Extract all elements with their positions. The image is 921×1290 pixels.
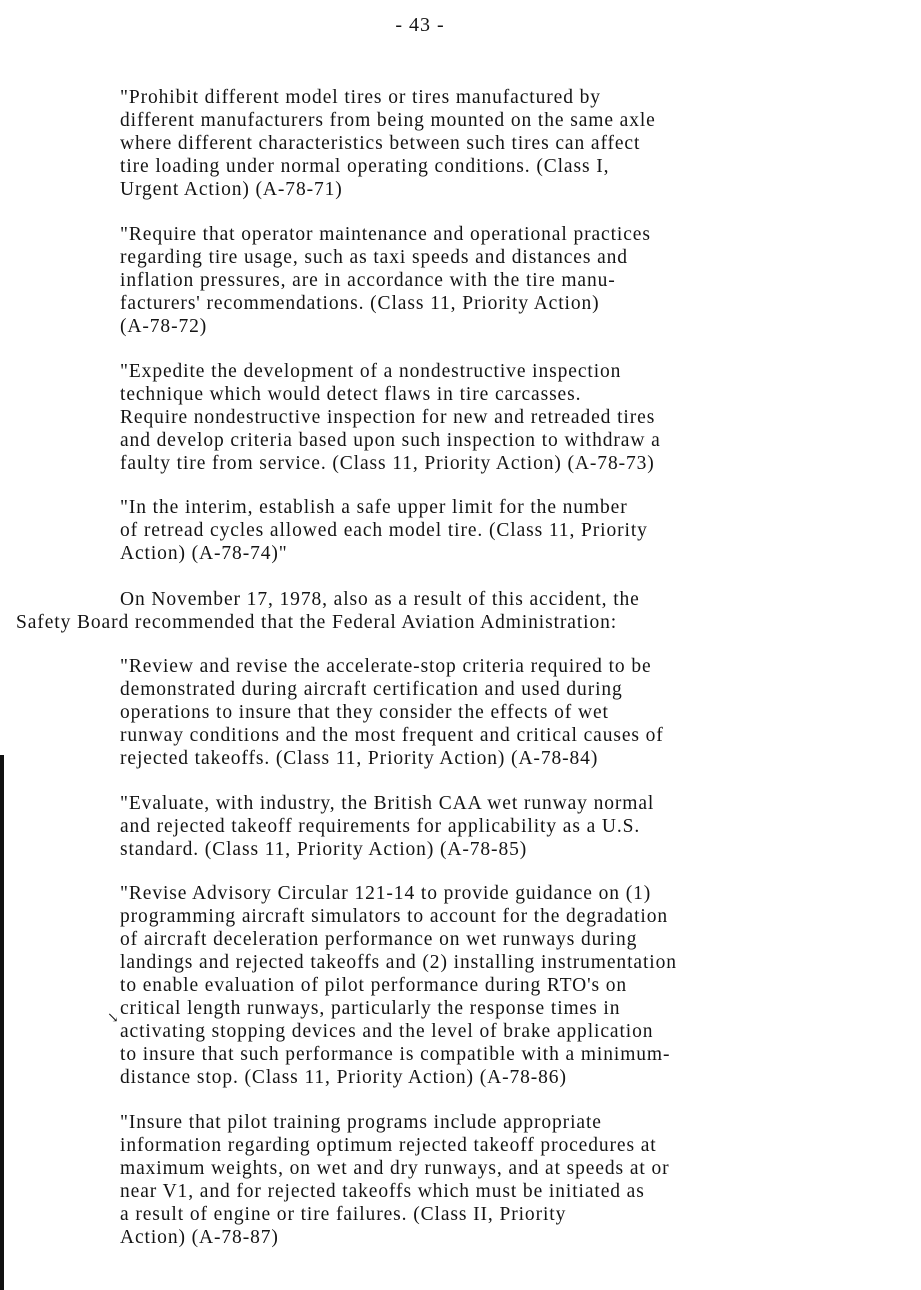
text-line: On November 17, 1978, also as a result of this accident, the <box>120 589 640 610</box>
text-line: standard. (Class 11, Priority Action) (A-78-85) <box>120 839 528 860</box>
recommendation-a-78-71 <box>120 86 860 201</box>
text-line: "In the interim, establish a safe upper limit for the number <box>120 497 628 518</box>
text-line: Action) (A-78-87) <box>120 1227 279 1248</box>
text-line: landings and rejected takeoffs and (2) installing instrumentation <box>120 952 677 973</box>
text-line: faulty tire from service. (Class 11, Priority Action) (A-78-73) <box>120 453 655 474</box>
intro-paragraph <box>16 588 836 634</box>
recommendation-a-78-74 <box>120 496 860 565</box>
text-line: "Expedite the development of a nondestructive inspection <box>120 361 622 382</box>
recommendation-a-78-86 <box>120 882 860 1089</box>
text-line: "Evaluate, with industry, the British CAA wet runway normal <box>120 793 655 814</box>
text-line: and develop criteria based upon such inspection to withdraw a <box>120 430 661 451</box>
text-line: Require nondestructive inspection for new and retreaded tires <box>120 407 656 428</box>
recommendation-a-78-73 <box>120 360 860 475</box>
text-line: rejected takeoffs. (Class 11, Priority Action) (A-78-84) <box>120 748 599 769</box>
text-line: demonstrated during aircraft certification and used during <box>120 679 623 700</box>
text-line: "Require that operator maintenance and operational practices <box>120 224 651 245</box>
text-line: near V1, and for rejected takeoffs which must be initiated as <box>120 1181 645 1202</box>
text-line: maximum weights, on wet and dry runways, and at speeds at or <box>120 1158 670 1179</box>
text-line: Urgent Action) (A-78-71) <box>120 179 343 200</box>
text-line: "Review and revise the accelerate-stop criteria required to be <box>120 656 652 677</box>
text-line: to enable evaluation of pilot performance during RTO's on <box>120 975 628 996</box>
text-line: of retread cycles allowed each model tire. (Class 11, Priority <box>120 520 648 541</box>
text-line: facturers' recommendations. (Class 11, Priority Action) <box>120 293 600 314</box>
recommendation-a-78-85 <box>120 792 860 861</box>
text-line: information regarding optimum rejected takeoff procedures at <box>120 1135 657 1156</box>
text-line: critical length runways, particularly the response times in <box>120 998 621 1019</box>
recommendation-a-78-84 <box>120 655 860 770</box>
recommendation-a-78-87 <box>120 1111 860 1249</box>
text-line: technique which would detect flaws in tire carcasses. <box>120 384 582 405</box>
text-line: "Insure that pilot training programs include appropriate <box>120 1112 602 1133</box>
text-line: programming aircraft simulators to account for the degradation <box>120 906 669 927</box>
text-line: runway conditions and the most frequent and critical causes of <box>120 725 664 746</box>
text-line: inflation pressures, are in accordance with the tire manu- <box>120 270 616 291</box>
text-line: distance stop. (Class 11, Priority Action) (A-78-86) <box>120 1067 567 1088</box>
scan-speck: ↘ <box>107 1011 119 1026</box>
text-line: "Prohibit different model tires or tires manufactured by <box>120 87 601 108</box>
text-line: of aircraft deceleration performance on wet runways during <box>120 929 638 950</box>
text-line: operations to insure that they consider the effects of wet <box>120 702 609 723</box>
text-line: activating stopping devices and the level of brake application <box>120 1021 654 1042</box>
text-line: and rejected takeoff requirements for applicability as a U.S. <box>120 816 641 837</box>
text-line: (A-78-72) <box>120 316 208 337</box>
text-line: "Revise Advisory Circular 121-14 to provide guidance on (1) <box>120 883 652 904</box>
page-number: - 43 - <box>395 14 445 36</box>
recommendation-a-78-72 <box>120 223 860 338</box>
text-line: where different characteristics between such tires can affect <box>120 133 641 154</box>
scan-margin-bar <box>0 755 4 1290</box>
text-line: tire loading under normal operating conditions. (Class I, <box>120 156 610 177</box>
text-line: different manufacturers from being mounted on the same axle <box>120 110 656 131</box>
text-line: a result of engine or tire failures. (Class II, Priority <box>120 1204 567 1225</box>
text-line: Safety Board recommended that the Federal Aviation Administration: <box>16 612 618 633</box>
text-line: regarding tire usage, such as taxi speeds and distances and <box>120 247 628 268</box>
text-line: to insure that such performance is compatible with a minimum- <box>120 1044 671 1065</box>
text-line: Action) (A-78-74)" <box>120 543 288 564</box>
